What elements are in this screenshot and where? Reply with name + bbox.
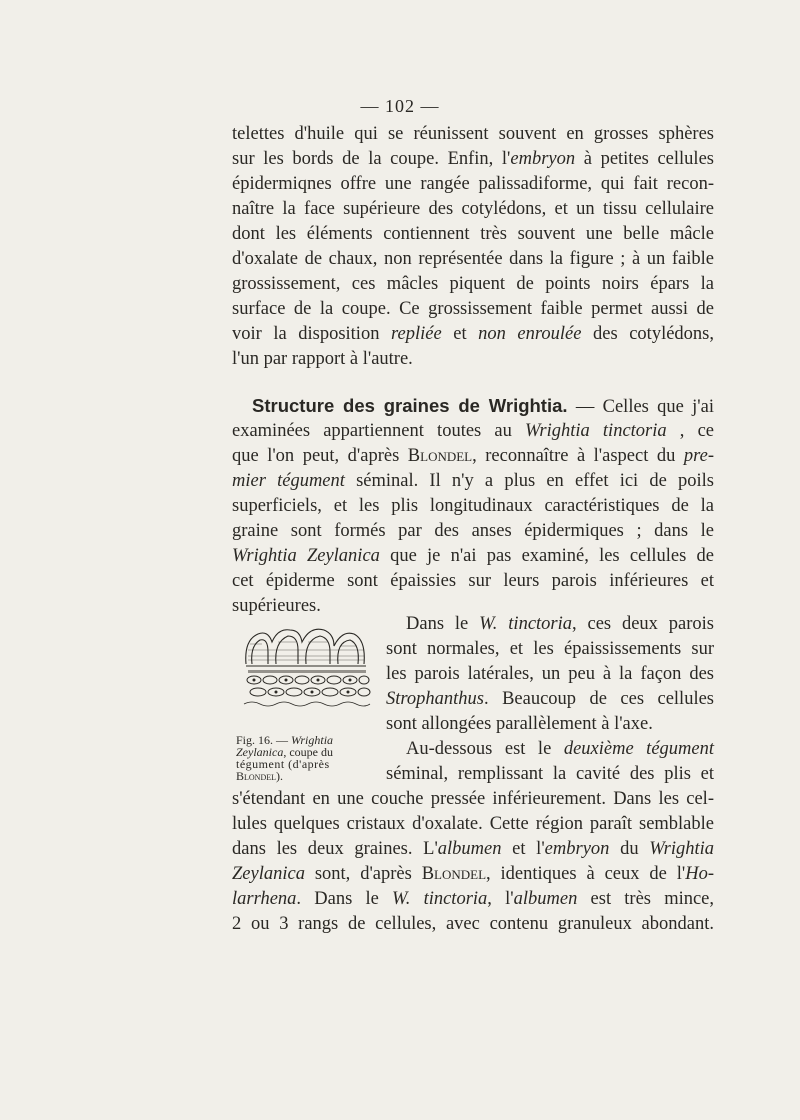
figure-caption: tégument (d'après <box>236 757 330 771</box>
text-line: que l'on peut, d'après Blondel, reconnaître à l'aspect du pre- <box>232 446 715 466</box>
text-line: s'étendant en une couche pressée inférieurement. Dans les cel- <box>232 789 714 809</box>
text-line: superficiels, et les plis longitudinaux caractéristiques de la <box>232 496 714 516</box>
text-line: d'oxalate de chaux, non représentée dans la figure ; à un faible <box>232 249 714 269</box>
text-line: grossissement, ces mâcles piquent de points noirs épars la <box>232 274 714 294</box>
text-line: lules quelques cristaux d'oxalate. Cette région paraît semblable <box>232 814 714 834</box>
text-line: séminal, remplissant la cavité des plis et <box>386 764 714 784</box>
figure-caption: Zeylanica, coupe du <box>236 745 333 759</box>
text-line: dans les deux graines. L'albumen et l'embryon du Wrightia <box>232 839 715 859</box>
text-line: sont normales, et les épaississements sur <box>386 639 714 659</box>
text-line: surface de la coupe. Ce grossissement faible permet aussi de <box>232 299 714 319</box>
text-line: voir la disposition repliée et non enroulée des cotylédons, <box>232 324 714 344</box>
text-line: supérieures. <box>232 596 321 616</box>
text-line: sont allongées parallèlement à l'axe. <box>386 714 653 734</box>
text-line: larrhena. Dans le W. tinctoria, l'albumen est très mince, <box>232 889 715 909</box>
seed-coat-section-figure <box>238 620 378 720</box>
text-line: cet épiderme sont épaissies sur leurs parois inférieures et <box>232 571 714 591</box>
text-line: dont les éléments contiennent très souvent une belle mâcle <box>232 224 714 244</box>
figure-caption: Fig. 16. — Wrightia <box>236 733 334 747</box>
text-line: Wrightia Zeylanica que je n'ai pas examiné, les cellules de <box>232 546 714 566</box>
text-line: Strophanthus. Beaucoup de ces cellules <box>386 689 714 709</box>
text-line: Dans le W. tinctoria, ces deux parois <box>406 614 715 634</box>
text-line: graine sont formés par des anses épidermiques ; dans le <box>232 521 714 541</box>
text-line: sur les bords de la coupe. Enfin, l'embryon à petites cellules <box>232 149 714 169</box>
text-line: 2 ou 3 rangs de cellules, avec contenu granuleux abondant. <box>232 914 714 934</box>
text-line: naître la face supérieure des cotylédons, et un tissu cellulaire <box>232 199 714 219</box>
text-line: Zeylanica sont, d'après Blondel, identiques à ceux de l'Ho- <box>232 864 714 884</box>
text-line: examinées appartiennent toutes au Wrightia tinctoria , ce <box>232 421 714 441</box>
text-line: Au-dessous est le deuxième tégument <box>406 739 714 759</box>
text-line: épidermiqnes offre une rangée palissadiforme, qui fait recon- <box>232 174 714 194</box>
text-line: mier tégument séminal. Il n'y a plus en effet ici de poils <box>232 471 714 491</box>
text-line: l'un par rapport à l'autre. <box>232 349 413 369</box>
section-heading: Structure des graines de Wrightia. <box>252 395 568 416</box>
text-line: telettes d'huile qui se réunissent souvent en grosses sphères <box>232 124 714 144</box>
text-line: les parois latérales, un peu à la façon des <box>386 664 714 684</box>
figure-caption: Blondel). <box>236 769 283 783</box>
page-number: — 102 — <box>360 96 440 116</box>
section-heading-line: Structure des graines de Wrightia. — Celles que j'ai <box>252 395 714 417</box>
